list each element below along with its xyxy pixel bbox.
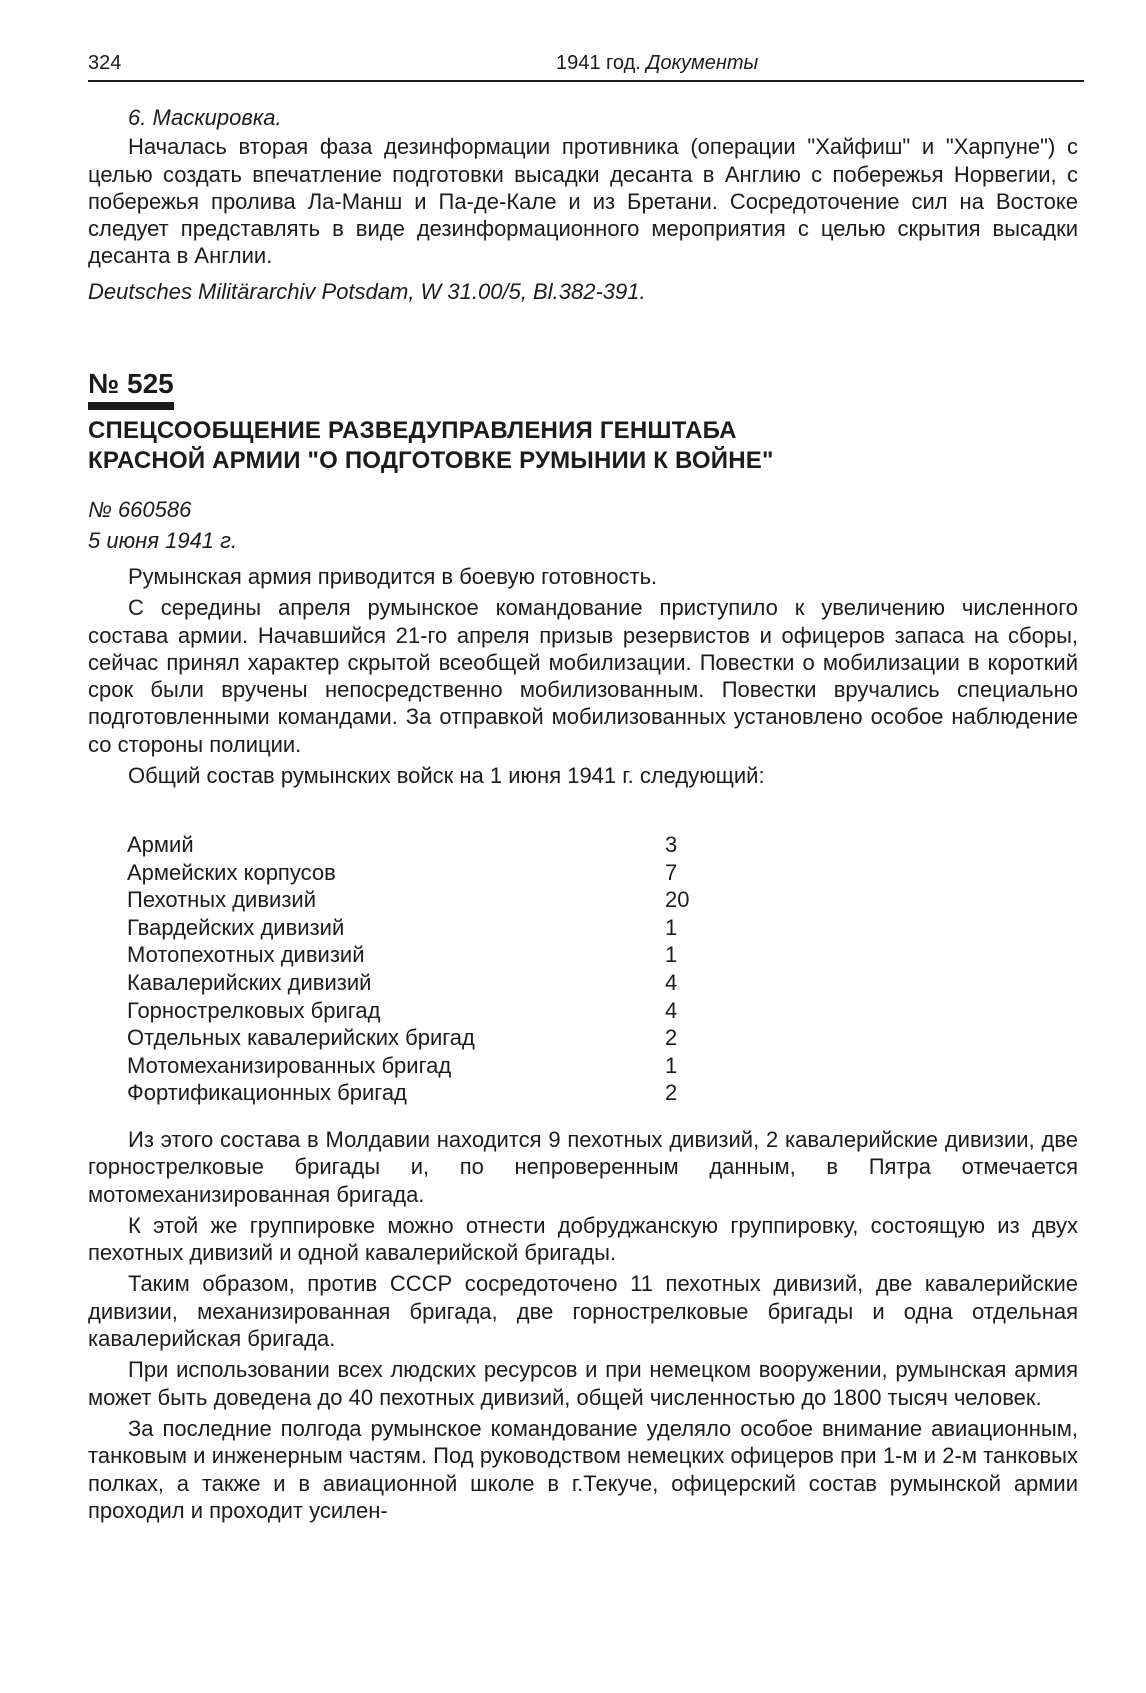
document-title-line2: КРАСНОЙ АРМИИ "О ПОДГОТОВКЕ РУМЫНИИ К ВОЙНЕ" — [88, 447, 774, 474]
force-type: Мотомеханизированных бригад — [127, 1052, 452, 1078]
paragraph-4: Из этого состава в Молдавии находится 9 пехотных дивизий, 2 кавалерийские дивизии, две горнострелковые бригады и, по непроверенным данным, в Пятра отмечается мотомеханизированная бригада. — [88, 1127, 1078, 1207]
document-ref-number: № 660586 — [88, 497, 192, 522]
force-count: 4 — [665, 997, 678, 1023]
paragraph-7: При использовании всех людских ресурсов и при немецком вооружении, румынская армия может быть доведена до 40 пехотных дивизий, общей численностью до 1800 тысяч человек. — [88, 1357, 1078, 1410]
force-type: Мотопехотных дивизий — [127, 942, 365, 968]
force-count: 1 — [665, 914, 678, 940]
force-count: 3 — [665, 832, 678, 857]
force-count: 1 — [665, 1052, 678, 1078]
table-row — [127, 859, 689, 887]
paragraph-3: Общий состав румынских войск на 1 июня 1941 г. следующий: — [128, 763, 765, 789]
paragraph-1: Румынская армия приводится в боевую готовность. — [128, 564, 658, 589]
document-date: 5 июня 1941 г. — [88, 528, 238, 554]
table-row — [127, 997, 689, 1025]
document-number-bar — [88, 402, 174, 410]
document-title — [88, 416, 1088, 476]
table-row — [127, 941, 689, 969]
table-row — [127, 1024, 689, 1052]
document-number: № 525 — [88, 368, 174, 399]
page-number: 324 — [88, 52, 122, 74]
document-meta — [88, 496, 1078, 555]
page-header — [88, 50, 1084, 82]
table-row — [127, 1052, 689, 1080]
force-type: Кавалерийских дивизий — [127, 969, 372, 995]
force-type: Отдельных кавалерийских бригад — [127, 1025, 475, 1051]
document-body-top — [88, 563, 1078, 789]
force-count: 7 — [665, 859, 678, 885]
table-row — [127, 969, 689, 997]
paragraph-2: С середины апреля румынское командование приступило к увеличению численного состава армии. Начавшийся 21-го апреля призыв резервистов и офицеров запаса на сборы, сейчас принял характер скрытой всеобщей мобилизации. Повестки о мобилизации в короткий срок были вручены непосредственно мобилизованным. Повестки вручались специально подготовленными командами. За отправкой мобилизованных установлено особое наблюдение со стороны полиции. — [88, 595, 1078, 757]
force-count: 20 — [665, 887, 690, 913]
forces-table-body — [127, 831, 689, 1107]
document-title-line1: СПЕЦСООБЩЕНИЕ РАЗВЕДУПРАВЛЕНИЯ ГЕНШТАБА — [88, 417, 737, 444]
running-title-collection: Документы — [646, 52, 759, 74]
paragraph-5: К этой же группировке можно отнести добруджанскую группировку, состоящую из двух пехотных дивизий и одной кавалерийской бригады. — [88, 1212, 1078, 1266]
force-type: Армий — [127, 832, 194, 857]
force-type: Фортификационных бригад — [127, 1080, 407, 1106]
table-row — [127, 886, 689, 914]
document-body-bottom — [88, 1126, 1078, 1524]
running-title — [556, 52, 758, 75]
force-type: Горнострелковых бригад — [127, 997, 381, 1023]
force-count: 1 — [665, 942, 678, 968]
prev-section — [88, 104, 1078, 305]
force-type: Армейских корпусов — [127, 859, 336, 885]
force-type: Гвардейских дивизий — [127, 914, 345, 940]
paragraph-6: Таким образом, против СССР сосредоточено 11 пехотных дивизий, две кавалерийские дивизии, механизированная бригада, две горнострелковые бригады и одна отдельная кавалерийская бригада. — [88, 1271, 1078, 1352]
force-count: 4 — [665, 969, 678, 995]
paragraph-8: За последние полгода румынское командование уделяло особое внимание авиационным, танковым и инженерным частям. Под руководством немецких офицеров при 1-м и 2-м танковых полках, а также и в авиационной школе в г.Текуче, офицерский состав румынской армии проходил и проходит усилен- — [88, 1415, 1078, 1523]
table-row — [127, 1079, 689, 1107]
force-count: 2 — [665, 1080, 678, 1106]
section-body: Началась вторая фаза дезинформации противника (операции "Хайфиш" и "Харпуне") с целью создать впечатление подготовки высадки десанта в Англию с побережья Норвегии, с побережья пролива Ла-Манш и Па-де-Кале и из Бретани. Сосредоточение сил на Востоке следует представлять в виде дезинформационного мероприятия с целью скрытия высадки десанта в Англии. — [88, 134, 1078, 269]
force-count: 2 — [665, 1025, 678, 1051]
forces-table — [127, 831, 689, 1107]
table-row — [127, 831, 689, 859]
running-title-year: 1941 год. — [556, 52, 641, 74]
table-row — [127, 914, 689, 942]
archive-source: Deutsches Militärarchiv Potsdam, W 31.00/5, Bl.382-391. — [88, 278, 646, 304]
force-type: Пехотных дивизий — [127, 887, 316, 913]
section-heading: 6. Маскировка. — [128, 105, 282, 130]
